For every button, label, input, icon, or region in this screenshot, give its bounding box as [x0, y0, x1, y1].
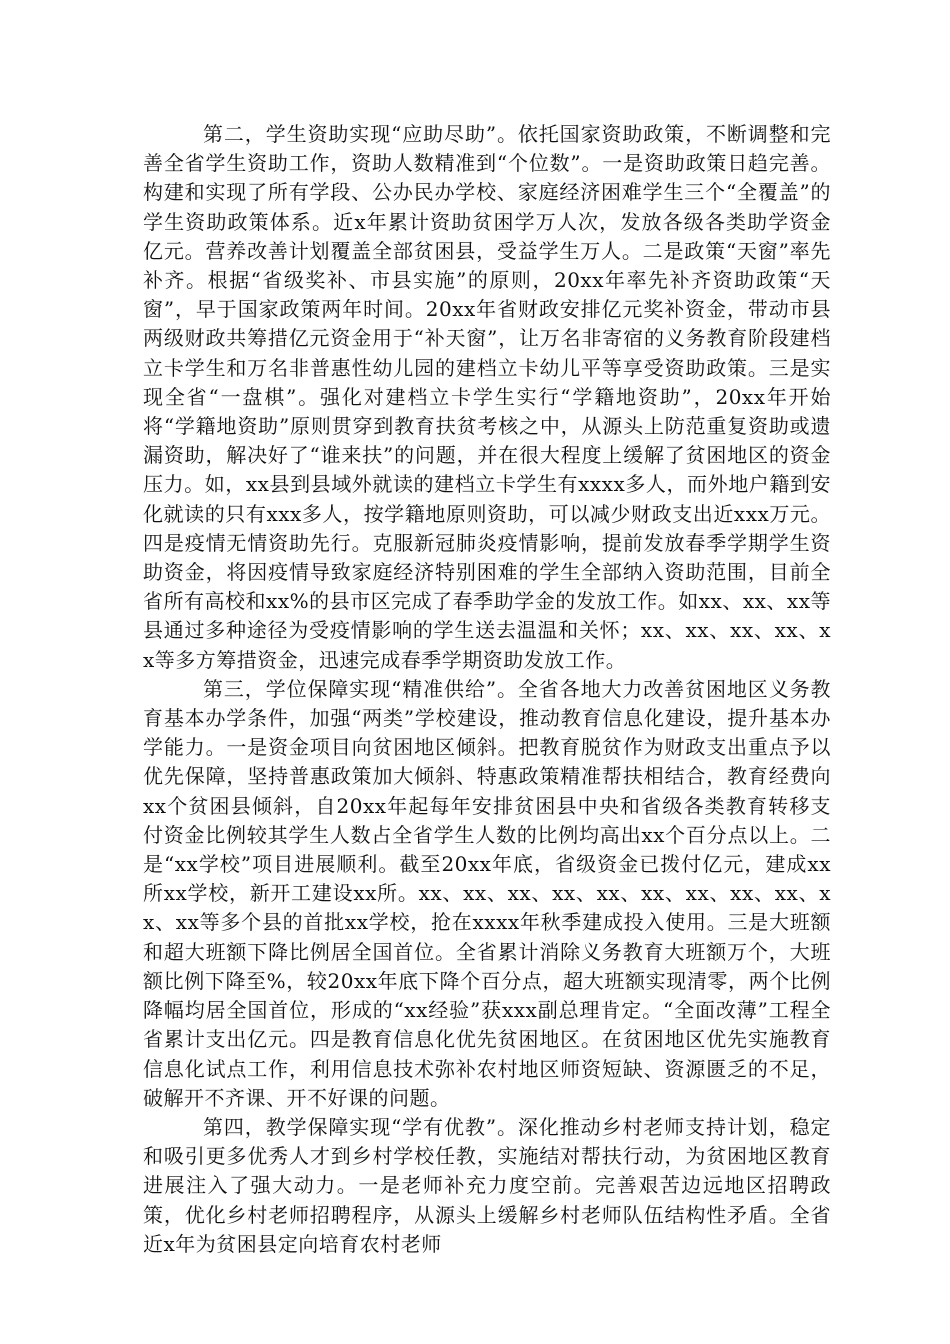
paragraph-student-aid: 第二，学生资助实现“应助尽助”。依托国家资助政策，不断调整和完善全省学生资助工作，资助人数精准到“个位数”。一是资助政策日趋完善。构建和实现了所有学段、公办民办学校、家庭经济困难学生三个“全覆盖”的学生资助政策体系。近x年累计资助贫困学万人次，发放各级各类助学资金亿元。营养改善计划覆盖全部贫困县，受益学生万人。二是政策“天窗”率先补齐。根据“省级奖补、市县实施”的原则，20xx年率先补齐资助政策“天窗”，早于国家政策两年时间。20xx年省财政安排亿元奖补资金，带动市县两级财政共筹措亿元资金用于“补天窗”，让万名非寄宿的义务教育阶段建档立卡学生和万名非普惠性幼儿园的建档立卡幼儿平等享受资助政策。三是实现全省“一盘棋”。强化对建档立卡学生实行“学籍地资助”，20xx年开始将“学籍地资助”原则贯穿到教育扶贫考核之中，从源头上防范重复资助或遗漏资助，解决好了“谁来扶”的问题，并在很大程度上缓解了贫困地区的资金压力。如，xx县到县域外就读的建档立卡学生有xxxx多人，而外地户籍到安化就读的只有xxx多人，按学籍地原则资助，可以减少财政支出近xxx万元。四是疫情无情资助先行。克服新冠肺炎疫情影响，提前发放春季学期学生资助资金，将因疫情导致家庭经济特别困难的学生全部纳入资助范围，目前全省所有高校和xx%的县市区完成了春季助学金的发放工作。如xx、xx、xx等县通过多种途径为受疫情影响的学生送去温温和关怀；xx、xx、xx、xx、xx等多方筹措资金，迅速完成春季学期资助发放工作。 [143, 122, 831, 672]
document-body [143, 120, 831, 1259]
paragraph-teaching-support: 第四，教学保障实现“学有优教”。深化推动乡村老师支持计划，稳定和吸引更多优秀人才到乡村学校任教，实施结对帮扶行动，为贫困地区教育进展注入了强大动力。一是老师补充力度空前。完善艰苦边远地区招聘政策，优化乡村老师招聘程序，从源头上缓解乡村老师队伍结构性矛盾。全省近x年为贫困县定向培育农村老师 [143, 1114, 831, 1256]
paragraph-school-places: 第三，学位保障实现“精准供给”。全省各地大力改善贫困地区义务教育基本办学条件，加强“两类”学校建设，推动教育信息化建设，提升基本办学能力。一是资金项目向贫困地区倾斜。把教育脱贫作为财政支出重点予以优先保障，坚持普惠政策加大倾斜、特惠政策精准帮扶相结合，教育经费向xx个贫困县倾斜，自20xx年起每年安排贫困县中央和省级各类教育转移支付资金比例较其学生人数占全省学生人数的比例均高出xx个百分点以上。二是“xx学校”项目进展顺利。截至20xx年底，省级资金已拨付亿元，建成xx所xx学校，新开工建设xx所。xx、xx、xx、xx、xx、xx、xx、xx、xx、xx、xx等多个县的首批xx学校，抢在xxxx年秋季建成投入使用。三是大班额和超大班额下降比例居全国首位。全省累计消除义务教育大班额万个，大班额比例下降至%，较20xx年底下降个百分点，超大班额实现清零，两个比例降幅均居全国首位，形成的“xx经验”获xxx副总理肯定。“全面改薄”工程全省累计支出亿元。四是教育信息化优先贫困地区。在贫困地区优先实施教育信息化试点工作，利用信息技术弥补农村地区师资短缺、资源匮乏的不足，破解开不齐课、开不好课的问题。 [143, 676, 831, 1110]
